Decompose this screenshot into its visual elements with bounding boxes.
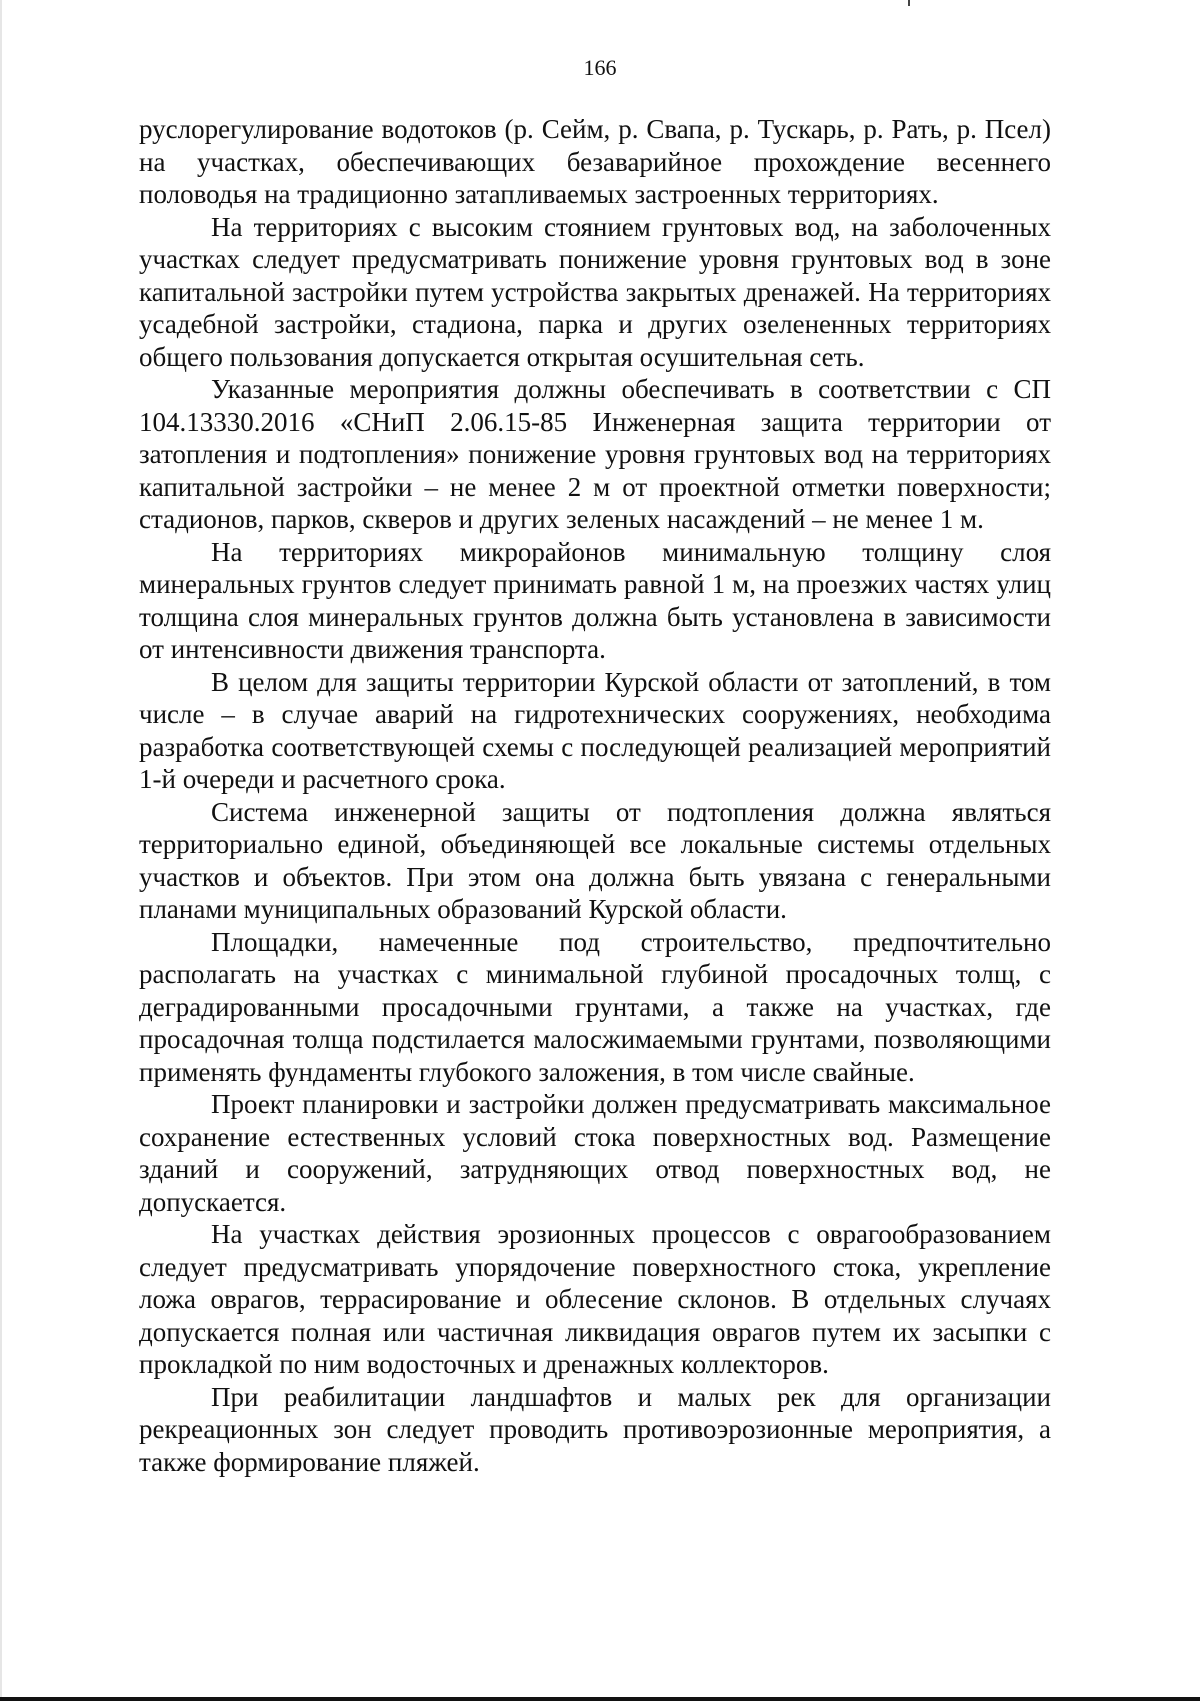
paragraph: На территориях микрорайонов минимальную толщину слоя минеральных грунтов следует принимать равной 1 м, на проезжих частях улиц толщина слоя минеральных грунтов должна быть установлена в зависимости от интенсивности движения транспорта. xyxy=(139,536,1051,664)
paragraph: Площадки, намеченные под строительство, предпочтительно располагать на участках с минимальной глубиной просадочных толщ, с деградированными просадочными грунтами, а также на участках, где просадочная толща подстилается малосжимаемыми грунтами, позволяющими применять фундаменты глубокого заложения, в том числе свайные. xyxy=(139,926,1051,1087)
paragraph: руслорегулирование водотоков (р. Сейм, р. Свапа, р. Тускарь, р. Рать, р. Псел) на участках, обеспечивающих безаварийное прохождение весеннего половодья на традиционно затапливаемых застроенных территориях. xyxy=(139,114,1051,209)
page-number: 166 xyxy=(583,55,617,80)
paragraph: Указанные мероприятия должны обеспечивать в соответствии с СП 104.13330.2016 «СНиП 2.06.15-85 Инженерная защита территории от затопления и подтопления» понижение уровня грунтовых вод на территориях капитальной застройки – не менее 2 м от проектной отметки поверхности; стадионов, парков, скверов и других зеленых насаждений – не менее 1 м. xyxy=(139,374,1051,534)
scan-artifact xyxy=(908,0,910,6)
paragraph: В целом для защиты территории Курской области от затоплений, в том числе – в случае аварий на гидротехнических сооружениях, необходима разработка соответствующей схемы с последующей реализацией мероприятий 1-й очереди и расчетного срока. xyxy=(139,666,1051,794)
paragraph: Система инженерной защиты от подтопления должна являться территориально единой, объединяющей все локальные системы отдельных участков и объектов. При этом она должна быть увязана с генеральными планами муниципальных образований Курской области. xyxy=(139,796,1051,924)
paragraph: Проект планировки и застройки должен предусматривать максимальное сохранение естественных условий стока поверхностных вод. Размещение зданий и сооружений, затрудняющих отвод поверхностных вод, не допускается. xyxy=(139,1089,1051,1217)
scan-edge-bottom xyxy=(0,1697,1200,1701)
paragraph: При реабилитации ландшафтов и малых рек для организации рекреационных зон следует проводить противоэрозионные мероприятия, а также формирование пляжей. xyxy=(139,1381,1051,1477)
paragraph: На территориях с высоким стоянием грунтовых вод, на заболоченных участках следует предусматривать понижение уровня грунтовых вод в зоне капитальной застройки путем устройства закрытых дренажей. На территориях усадебной застройки, стадиона, парка и других озелененных территориях общего пользования допускается открытая осушительная сеть. xyxy=(139,211,1051,372)
document-body xyxy=(139,113,1051,1478)
scan-edge-left xyxy=(0,0,2,1701)
paragraph: На участках действия эрозионных процессов с оврагообразованием следует предусматривать упорядочение поверхностного стока, укрепление ложа оврагов, террасирование и облесение склонов. В отдельных случаях допускается полная или частичная ликвидация оврагов путем их засыпки с прокладкой по ним водосточных и дренажных коллекторов. xyxy=(139,1219,1051,1379)
